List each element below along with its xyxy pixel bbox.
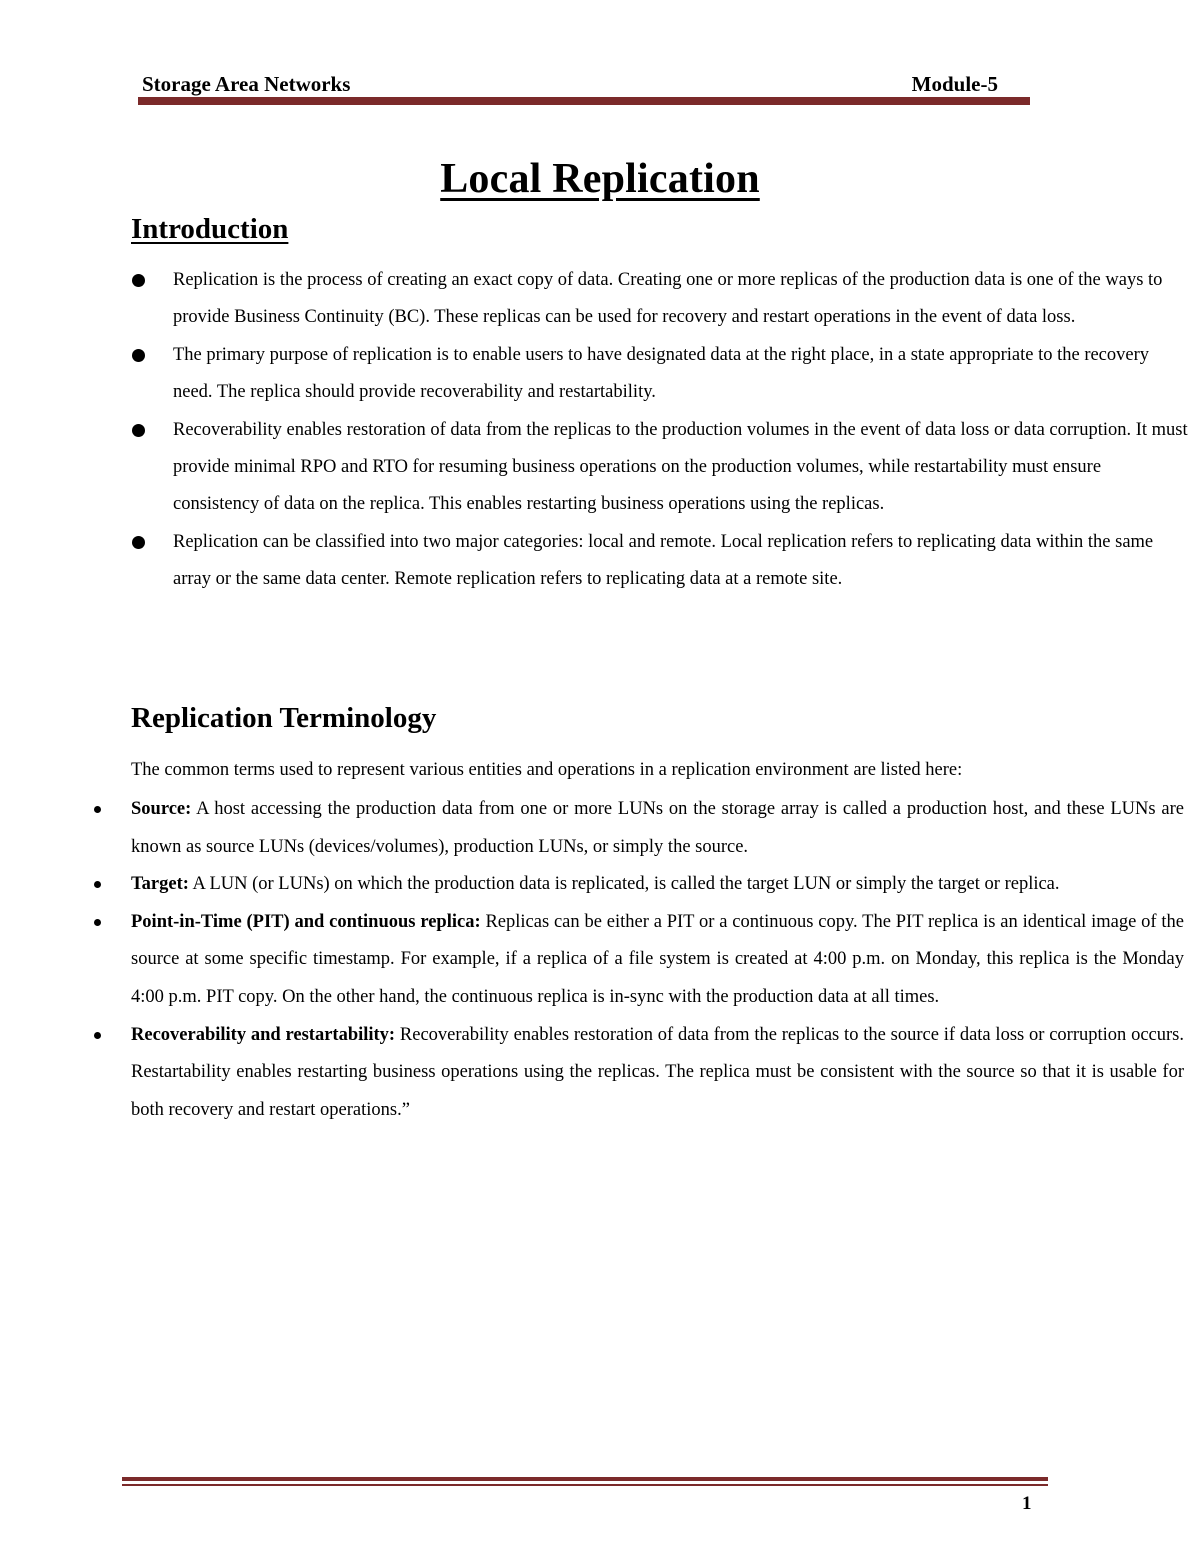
list-item xyxy=(131,262,1191,336)
bullet-icon xyxy=(132,424,145,437)
bullet-icon xyxy=(132,536,145,549)
terminology-heading: Replication Terminology xyxy=(131,702,437,734)
term-name: Recoverability and restartability: xyxy=(131,1024,396,1045)
bullet-icon xyxy=(94,806,101,813)
terminology-list xyxy=(131,791,1184,1129)
page-header xyxy=(140,70,1030,100)
list-item-text: Replication is the process of creating an exact copy of data. Creating one or more replicas of the production data is one of the ways to provide Business Continuity (BC). These replicas can be used for recovery and restart operations in the event of data loss. xyxy=(173,270,1163,327)
term-name: Source: xyxy=(131,799,192,819)
list-item-text: Recoverability enables restoration of data from the replicas to the production volumes in the event of data loss or data corruption. It must provide minimal RPO and RTO for resuming business operations on the production volumes, while restartability must ensure consistency of data on the replica. This enables restarting business operations using the replicas. xyxy=(173,420,1188,514)
term-definition: A host accessing the production data from one or more LUNs on the storage array is called a production host, and these LUNs are known as source LUNs (devices/volumes), production LUNs, or simply the source. xyxy=(131,799,1184,857)
term-definition: Replicas can be either a PIT or a continuous copy. The PIT replica is an identical image of the source at some specific timestamp. For example, if a replica of a file system is created at 4:00 p.m. on Monday, this replica is the Monday 4:00 p.m. PIT copy. On the other hand, the continuous replica is in-sync with the production data at all times. xyxy=(131,911,1184,1007)
list-item xyxy=(131,524,1191,598)
page-number: 1 xyxy=(1022,1493,1032,1514)
term-item-recoverability xyxy=(131,1017,1184,1130)
list-item-text: Replication can be classified into two major categories: local and remote. Local replication refers to replicating data within the same array or the same data center. Remote replication refers to replicating data at a remote site. xyxy=(173,532,1154,589)
list-item xyxy=(131,337,1191,411)
bullet-icon xyxy=(94,919,101,926)
list-item xyxy=(131,412,1191,523)
bullet-icon xyxy=(94,881,101,888)
terminology-intro: The common terms used to represent various entities and operations in a replication environment are listed here: xyxy=(131,760,963,780)
footer-rule-thin xyxy=(122,1484,1048,1486)
term-item-source xyxy=(131,791,1184,866)
bullet-icon xyxy=(132,274,145,287)
introduction-heading: Introduction xyxy=(131,213,289,245)
bullet-icon xyxy=(94,1032,101,1039)
term-definition: A LUN (or LUNs) on which the production data is replicated, is called the target LUN or simply the target or replica. xyxy=(188,874,1060,895)
term-name: Point-in-Time (PIT) and continuous replica: xyxy=(131,911,481,932)
introduction-list xyxy=(131,262,1191,599)
header-module-label: Module-5 xyxy=(911,72,998,96)
header-rule xyxy=(138,97,1030,105)
term-name: Target: xyxy=(131,874,189,895)
footer-rule xyxy=(122,1477,1048,1481)
term-definition: Recoverability enables restoration of data from the replicas to the source if data loss or corruption occurs. Restartability enables restarting business operations using the replicas. The replica must be consistent with the source so that it is usable for both recovery and restart operations.” xyxy=(131,1024,1184,1120)
term-item-target xyxy=(131,866,1184,904)
term-item-pit xyxy=(131,904,1184,1017)
list-item-text: The primary purpose of replication is to enable users to have designated data at the right place, in a state appropriate to the recovery need. The replica should provide recoverability and restartability. xyxy=(173,345,1150,402)
page-title: Local Replication xyxy=(440,156,760,202)
header-course-title: Storage Area Networks xyxy=(142,72,351,96)
bullet-icon xyxy=(132,349,145,362)
